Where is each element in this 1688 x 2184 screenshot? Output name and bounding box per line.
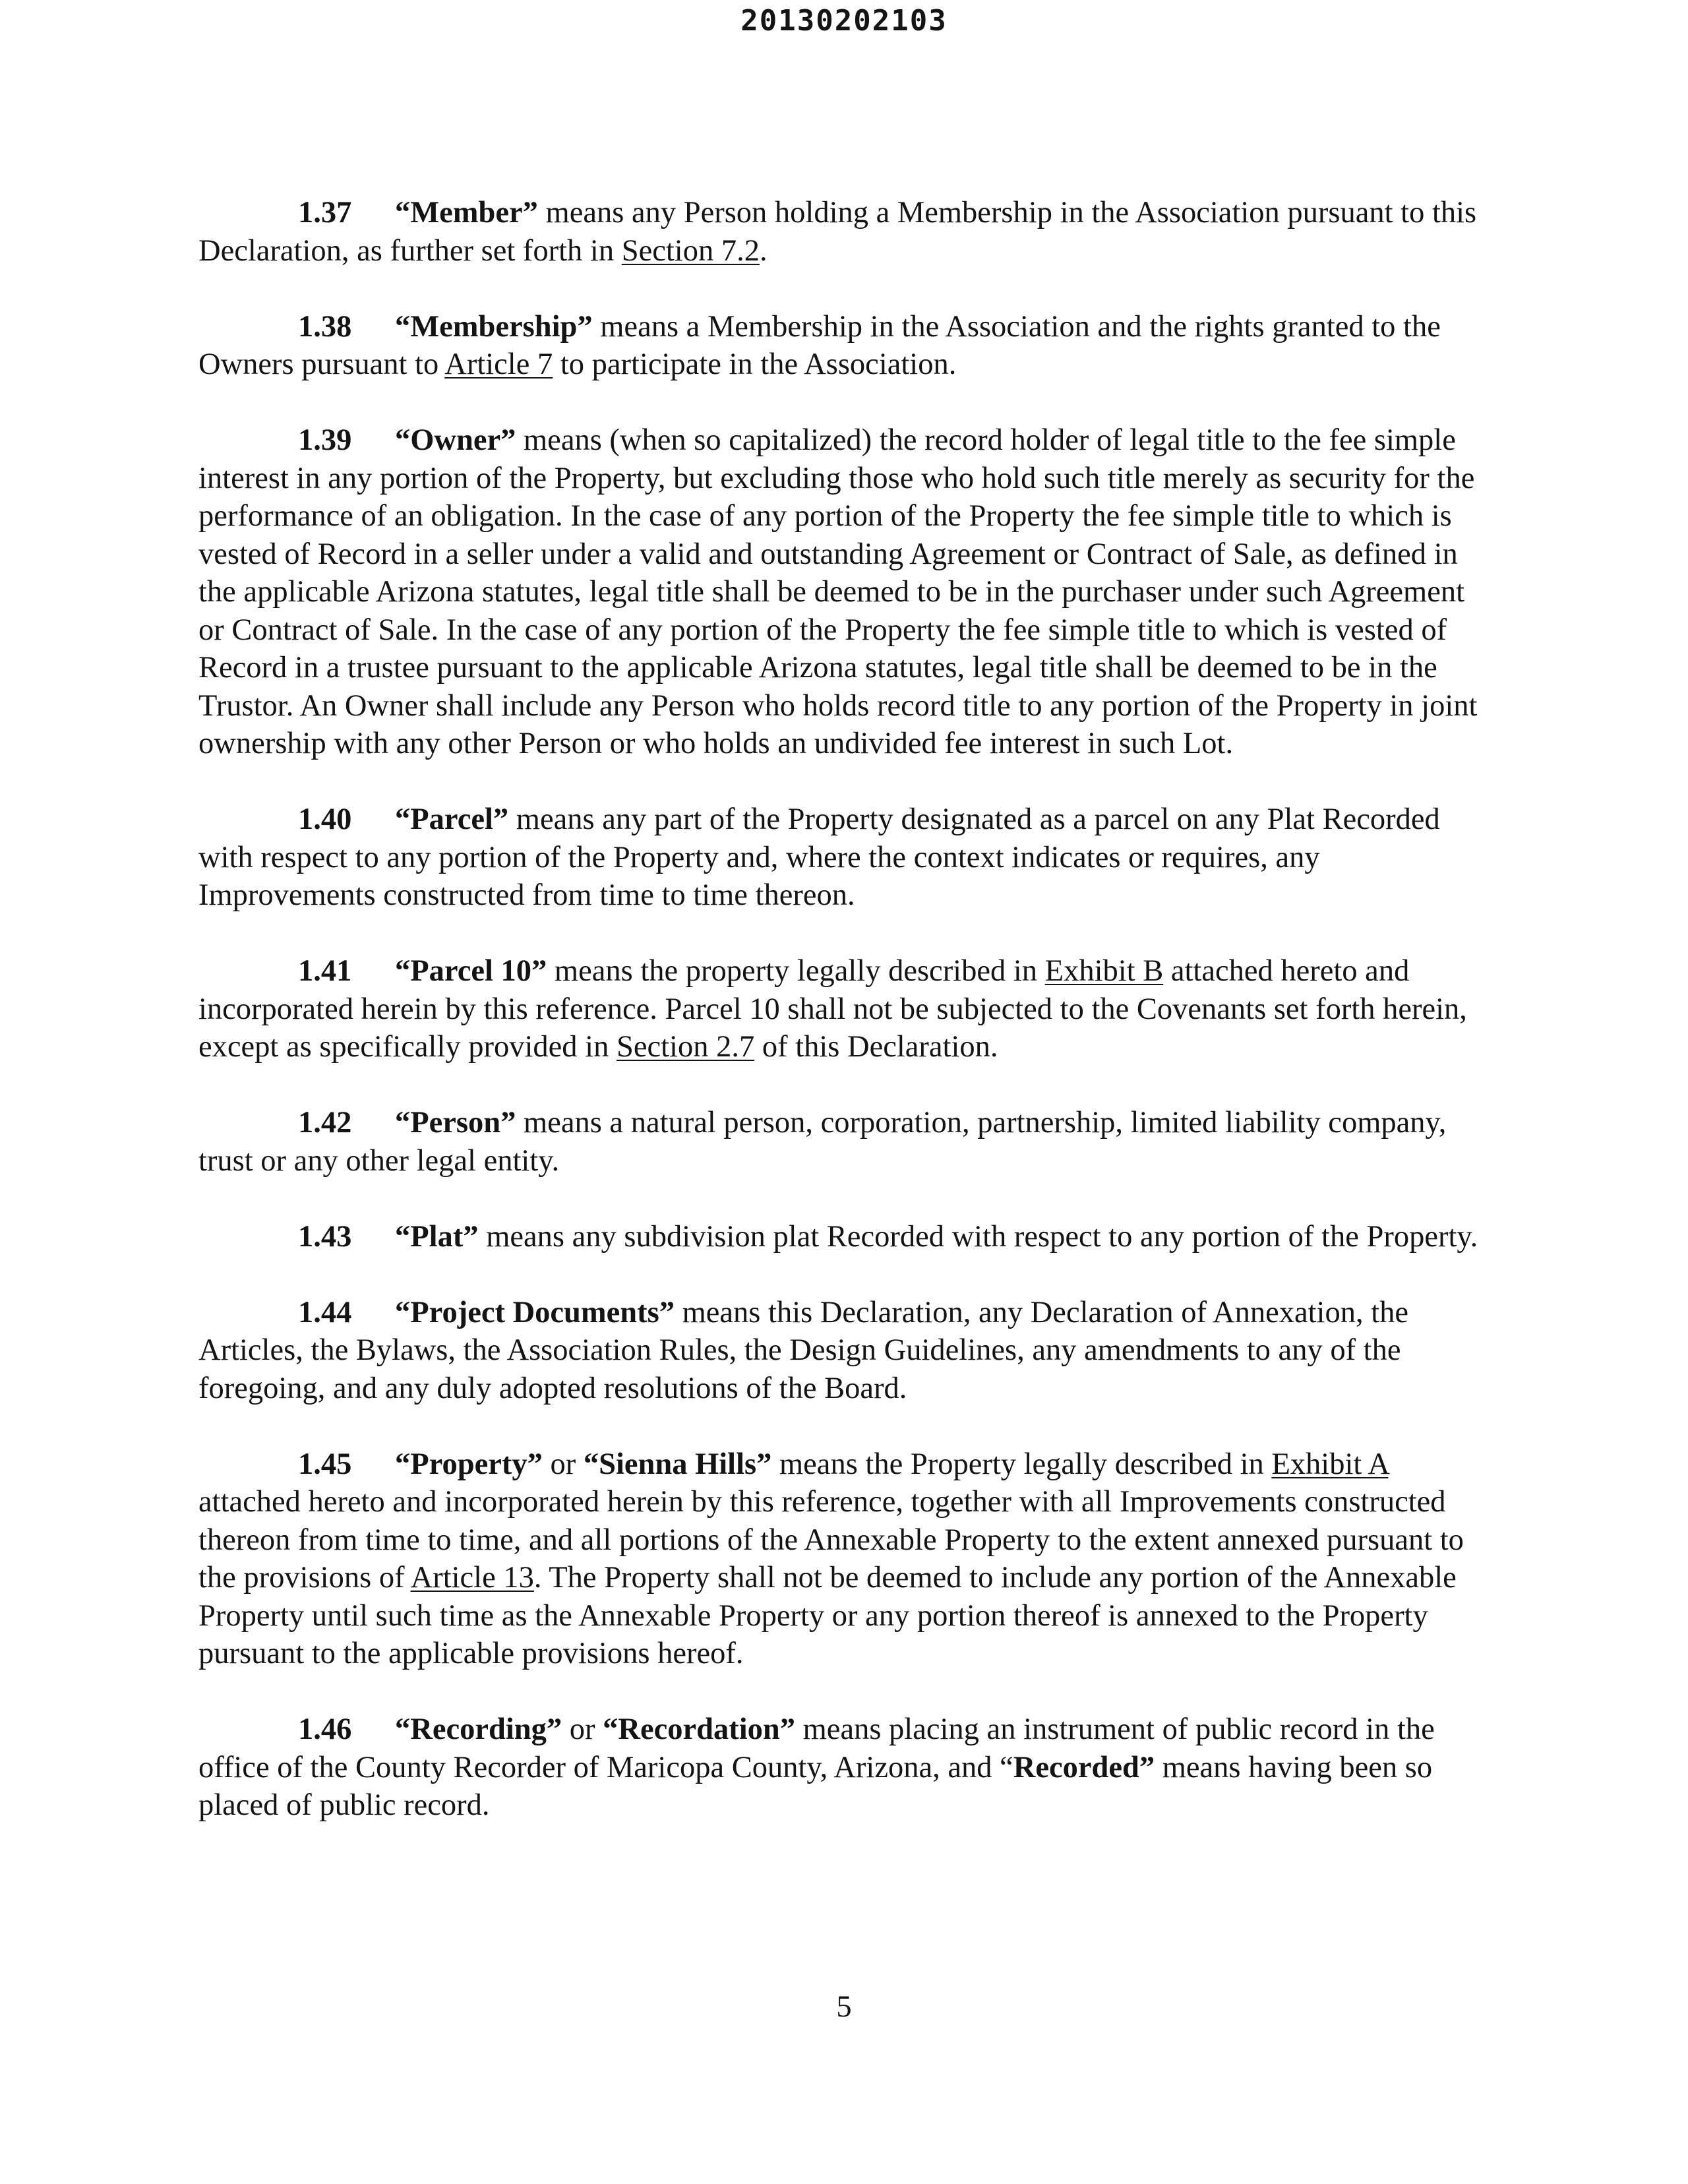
- defined-term: “Property”: [395, 1447, 543, 1481]
- definition-text: means this Declaration, any Declaration of Annexation, the Articles, the Bylaws, the Association Rules, the Design Guidelines, any amendments to any of the foregoing, and any duly adopted resolutions of the Board.: [198, 1295, 1409, 1405]
- definition-text: attached hereto and incorporated herein by this reference. Parcel 10 shall not be subjected to the Covenants set forth herein, except as specifically provided in: [198, 954, 1467, 1064]
- definition-1-37: [198, 194, 1491, 270]
- definition-1-40: [198, 801, 1491, 915]
- definition-1-45: [198, 1445, 1491, 1673]
- definition-text: means any part of the Property designated as a parcel on any Plat Recorded with respect to any portion of the Property and, where the context indicates or requires, any Improvements constructed from time to time thereon.: [198, 803, 1440, 912]
- definition-1-38: [198, 308, 1491, 384]
- cross-reference: Section 2.7: [616, 1030, 755, 1064]
- definition-text: .: [759, 233, 768, 268]
- cross-reference: Section 7.2: [621, 233, 760, 268]
- definition-1-42: [198, 1104, 1491, 1180]
- cross-reference: Exhibit A: [1271, 1447, 1389, 1481]
- section-number: 1.38: [298, 309, 352, 344]
- defined-term: “Project Documents”: [395, 1295, 675, 1329]
- definition-1-46: [198, 1711, 1491, 1825]
- defined-term: “Recordation”: [603, 1713, 796, 1746]
- cross-reference: Article 7: [444, 348, 553, 381]
- defined-term: “Membership”: [395, 309, 593, 344]
- definition-text: means a Membership in the Association and the rights granted to the Owners pursuant to: [198, 309, 1441, 381]
- definition-1-44: [198, 1294, 1491, 1408]
- section-number: 1.46: [298, 1713, 352, 1746]
- definition-text: means a natural person, corporation, partnership, limited liability company, trust or any other legal entity.: [198, 1106, 1447, 1178]
- definition-text: or: [562, 1713, 603, 1746]
- defined-term: “Parcel 10”: [395, 954, 547, 988]
- cross-reference: Article 13: [410, 1561, 534, 1594]
- definition-text: or: [542, 1447, 584, 1481]
- cross-reference: Exhibit B: [1044, 954, 1164, 988]
- definition-text: . The Property shall not be deemed to include any portion of the Annexable Property until such time as the Annexable Property or any portion thereof is annexed to the Property pursuant to the applicable provisions hereof.: [198, 1561, 1457, 1670]
- section-number: 1.40: [298, 803, 352, 836]
- section-number: 1.37: [298, 196, 352, 229]
- section-number: 1.43: [298, 1219, 352, 1254]
- definition-1-43: [198, 1218, 1491, 1256]
- section-number: 1.44: [298, 1295, 352, 1329]
- definition-text: means any subdivision plat Recorded with respect to any portion of the Property.: [478, 1219, 1478, 1254]
- defined-term: Recorded”: [1013, 1750, 1155, 1784]
- defined-term: “Owner”: [395, 423, 516, 457]
- section-number: 1.41: [298, 954, 352, 988]
- defined-term: “Person”: [395, 1106, 516, 1139]
- definition-text: means any Person holding a Membership in the Association pursuant to this Declaration, as further set forth in: [198, 196, 1477, 268]
- definition-text: means the Property legally described in: [771, 1447, 1272, 1481]
- defined-term: “Sienna Hills”: [583, 1447, 772, 1481]
- section-number: 1.45: [298, 1447, 352, 1481]
- definition-1-39: [198, 421, 1491, 763]
- defined-term: “Plat”: [395, 1219, 479, 1254]
- document-recording-number: 20130202103: [740, 4, 948, 38]
- definition-text: of this Declaration.: [754, 1030, 998, 1064]
- section-number: 1.42: [298, 1106, 352, 1139]
- page-number: 5: [836, 1990, 852, 2024]
- definition-1-41: [198, 952, 1491, 1066]
- definition-text: means (when so capitalized) the record holder of legal title to the fee simple interest in any portion of the Property, but excluding those who hold such title merely as security for the performance of an obligation. In the case of any portion of the Property the fee simple title to which is vested of Record in a seller under a valid and outstanding Agreement or Contract of Sale, as defined in the applicable Arizona statutes, legal title shall be deemed to be in the purchaser under such Agreement or Contract of Sale. In the case of any portion of the Property the fee simple title to which is vested of Record in a trustee pursuant to the applicable Arizona statutes, legal title shall be deemed to be in the Trustor. An Owner shall include any Person who holds record title to any portion of the Property in joint ownership with any other Person or who holds an undivided fee interest in such Lot.: [198, 423, 1478, 760]
- definition-text: means the property legally described in: [547, 954, 1045, 988]
- document-body: [198, 194, 1491, 1862]
- section-number: 1.39: [298, 423, 352, 457]
- definition-text: means having been so placed of public record.: [198, 1750, 1433, 1822]
- definition-text: means placing an instrument of public record in the office of the County Recorder of Maricopa County, Arizona, and “: [198, 1713, 1435, 1784]
- definition-text: attached hereto and incorporated herein by this reference, together with all Improvements constructed thereon from time to time, and all portions of the Annexable Property to the extent annexed pursuant to the provisions of: [198, 1485, 1464, 1594]
- defined-term: “Member”: [395, 196, 538, 229]
- defined-term: “Parcel”: [395, 803, 509, 836]
- definition-text: to participate in the Association.: [553, 348, 957, 381]
- defined-term: “Recording”: [395, 1713, 562, 1746]
